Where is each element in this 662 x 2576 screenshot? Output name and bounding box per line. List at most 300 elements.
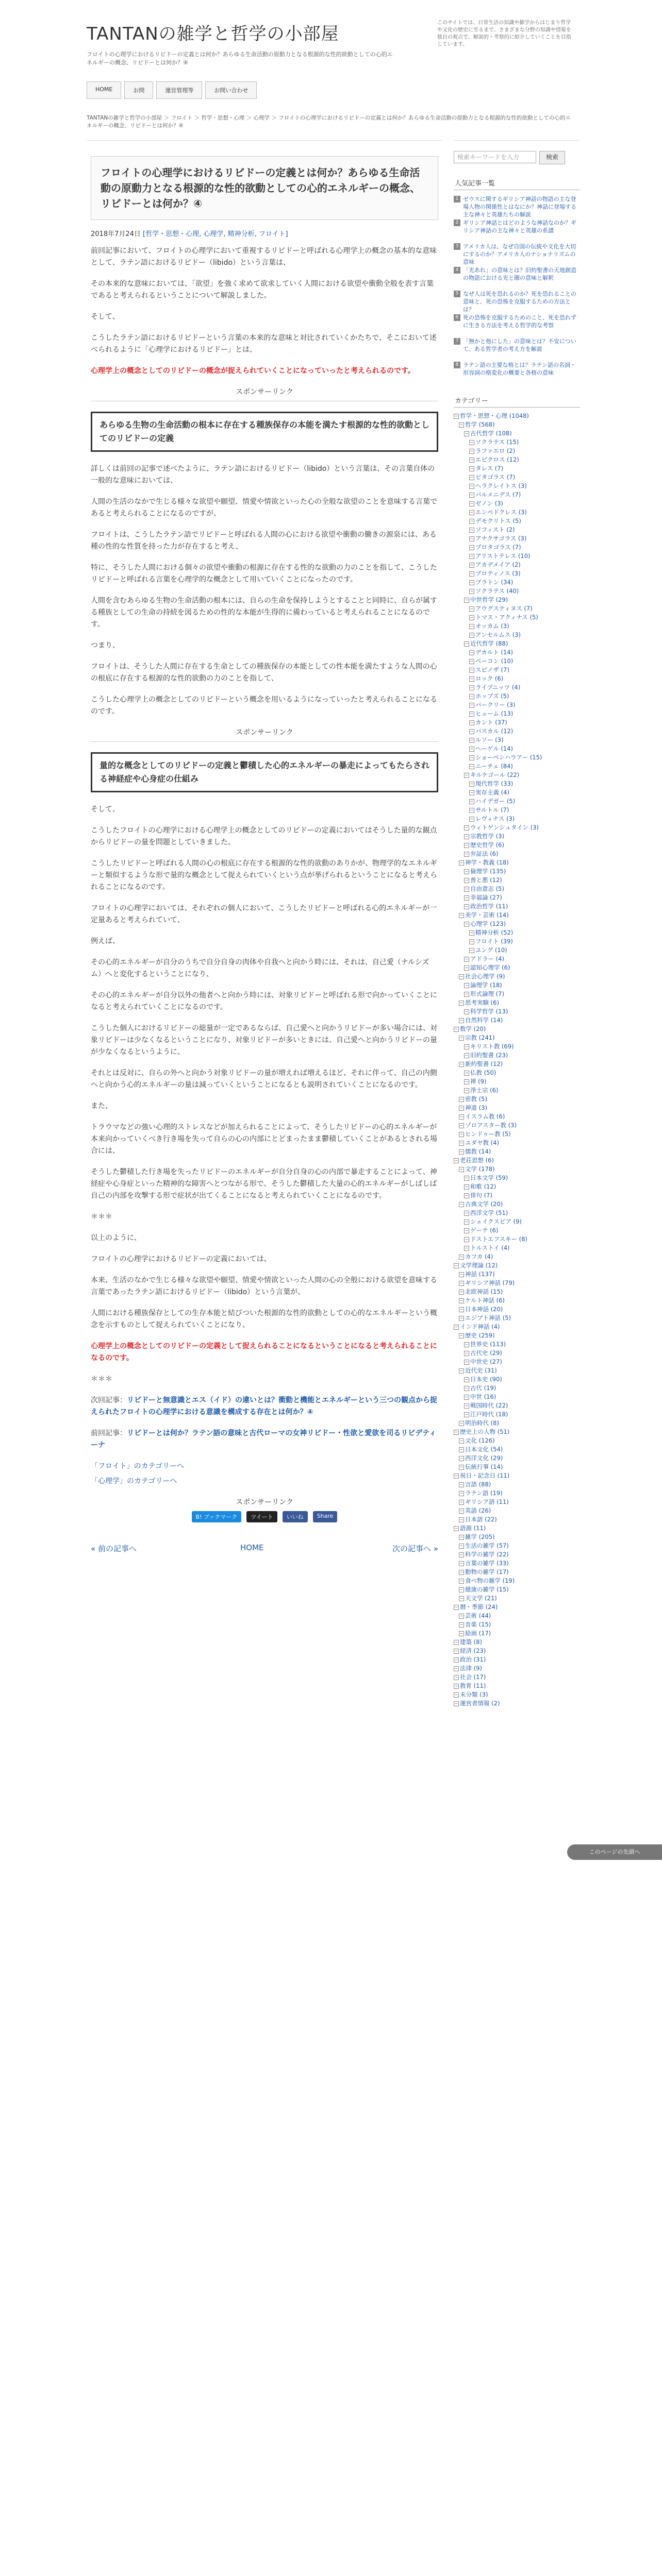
nav-home[interactable]: HOME — [87, 81, 121, 99]
toggle-icon[interactable]: − — [465, 1044, 469, 1049]
toggle-icon[interactable]: − — [470, 694, 474, 699]
share-button[interactable]: Share — [313, 1511, 338, 1522]
post-tags[interactable]: [哲学・思想・心理, 心理学, 精神分析, フロイト] — [143, 230, 288, 238]
toggle-icon[interactable]: − — [459, 1579, 464, 1583]
toggle-icon[interactable]: − — [470, 624, 474, 629]
category-item[interactable] — [454, 1515, 580, 1524]
toggle-icon[interactable]: − — [470, 668, 474, 672]
toggle-icon[interactable]: − — [470, 501, 474, 506]
toggle-icon[interactable]: − — [459, 1544, 464, 1548]
toggle-icon[interactable]: − — [459, 913, 464, 918]
toggle-icon[interactable]: − — [459, 1368, 464, 1373]
category-item[interactable] — [454, 963, 580, 972]
category-item[interactable] — [454, 534, 580, 543]
toggle-icon[interactable]: − — [454, 1675, 458, 1680]
category-item[interactable] — [454, 1069, 580, 1077]
category-item[interactable] — [454, 447, 580, 455]
category-item[interactable] — [454, 1156, 580, 1165]
category-item[interactable] — [454, 1498, 580, 1506]
category-item[interactable] — [454, 1506, 580, 1515]
toggle-icon[interactable]: − — [459, 1141, 464, 1145]
toggle-icon[interactable]: − — [465, 983, 469, 988]
category-item[interactable] — [454, 587, 580, 596]
toggle-icon[interactable]: − — [470, 764, 474, 769]
nav-item-2[interactable]: お問 — [124, 81, 153, 99]
toggle-icon[interactable]: − — [459, 1438, 464, 1443]
category-item[interactable] — [454, 815, 580, 823]
category-item[interactable] — [454, 1436, 580, 1445]
toggle-icon[interactable]: − — [454, 1473, 458, 1478]
category-item[interactable] — [454, 508, 580, 517]
toggle-icon[interactable]: − — [470, 466, 474, 471]
category-item[interactable] — [454, 937, 580, 946]
category-item[interactable] — [454, 1279, 580, 1287]
toggle-icon[interactable]: − — [470, 633, 474, 637]
toggle-icon[interactable]: − — [470, 449, 474, 453]
category-item[interactable] — [454, 1541, 580, 1550]
category-item[interactable] — [454, 990, 580, 998]
category-item[interactable] — [454, 1287, 580, 1296]
category-item[interactable] — [454, 1016, 580, 1025]
toggle-icon[interactable]: − — [470, 545, 474, 550]
category-item[interactable] — [454, 1629, 580, 1638]
category-item[interactable] — [454, 788, 580, 797]
toggle-icon[interactable]: − — [459, 1272, 464, 1277]
tweet-button[interactable]: ツイート — [246, 1511, 277, 1522]
toggle-icon[interactable]: − — [459, 1631, 464, 1636]
category-item[interactable] — [454, 1428, 580, 1436]
category-item[interactable] — [454, 1533, 580, 1541]
category-item[interactable] — [454, 753, 580, 762]
category-item[interactable] — [454, 552, 580, 561]
category-item[interactable] — [454, 736, 580, 744]
category-item[interactable] — [454, 499, 580, 508]
toggle-icon[interactable]: − — [470, 615, 474, 620]
category-item[interactable] — [454, 1699, 580, 1708]
category-item[interactable] — [454, 1673, 580, 1682]
toggle-icon[interactable]: − — [459, 1333, 464, 1338]
category-item[interactable] — [454, 1664, 580, 1673]
category-item[interactable] — [454, 1585, 580, 1594]
toggle-icon[interactable]: − — [470, 711, 474, 716]
toggle-icon[interactable]: − — [470, 930, 474, 935]
toggle-icon[interactable]: − — [459, 1132, 464, 1137]
category-item[interactable] — [454, 779, 580, 788]
category-item[interactable] — [454, 1305, 580, 1314]
toggle-icon[interactable]: − — [465, 1193, 469, 1198]
toggle-icon[interactable]: − — [459, 974, 464, 979]
category-item[interactable] — [454, 1217, 580, 1226]
category-item[interactable] — [454, 1025, 580, 1033]
back-to-top-button[interactable]: このページの先頭へ — [567, 1844, 662, 1860]
toggle-icon[interactable]: − — [454, 1684, 458, 1688]
category-item[interactable] — [454, 1139, 580, 1147]
toggle-icon[interactable]: − — [470, 440, 474, 445]
toggle-icon[interactable]: − — [465, 965, 469, 970]
category-item[interactable] — [454, 526, 580, 534]
toggle-icon[interactable]: − — [454, 1657, 458, 1662]
category-item[interactable] — [454, 998, 580, 1007]
category-item[interactable] — [454, 1550, 580, 1559]
toggle-icon[interactable]: − — [465, 1412, 469, 1417]
category-item[interactable] — [454, 1620, 580, 1629]
toggle-icon[interactable]: − — [465, 1386, 469, 1391]
toggle-icon[interactable]: − — [459, 1491, 464, 1496]
toggle-icon[interactable]: − — [470, 790, 474, 795]
category-item[interactable] — [454, 1007, 580, 1016]
category-item[interactable] — [454, 1323, 580, 1331]
toggle-icon[interactable]: − — [470, 729, 474, 734]
toggle-icon[interactable]: − — [459, 1517, 464, 1522]
toggle-icon[interactable]: − — [459, 1587, 464, 1592]
popular-item[interactable] — [454, 218, 580, 242]
toggle-icon[interactable]: − — [465, 869, 469, 874]
category-item[interactable] — [454, 1410, 580, 1419]
toggle-icon[interactable]: − — [459, 1097, 464, 1101]
toggle-icon[interactable]: − — [470, 738, 474, 742]
toggle-icon[interactable]: − — [454, 1605, 458, 1609]
toggle-icon[interactable]: − — [465, 878, 469, 883]
category-item[interactable] — [454, 1480, 580, 1489]
category-item[interactable] — [454, 709, 580, 718]
category-item[interactable] — [454, 1358, 580, 1366]
category-item[interactable] — [454, 517, 580, 526]
toggle-icon[interactable]: − — [465, 1395, 469, 1399]
toggle-icon[interactable]: − — [470, 720, 474, 725]
toggle-icon[interactable]: − — [459, 1465, 464, 1469]
toggle-icon[interactable]: − — [470, 948, 474, 953]
category-item[interactable] — [454, 1086, 580, 1095]
toggle-icon[interactable]: − — [454, 414, 458, 418]
category-item[interactable] — [454, 841, 580, 850]
category-item[interactable] — [454, 1200, 580, 1209]
toggle-icon[interactable]: − — [454, 1649, 458, 1653]
category-item[interactable] — [454, 490, 580, 499]
category-item[interactable] — [454, 850, 580, 858]
category-item[interactable] — [454, 464, 580, 473]
category-item[interactable] — [454, 1401, 580, 1410]
category-item[interactable] — [454, 1612, 580, 1620]
toggle-icon[interactable]: − — [465, 992, 469, 996]
toggle-icon[interactable]: − — [470, 475, 474, 480]
toggle-icon[interactable]: − — [470, 782, 474, 786]
toggle-icon[interactable]: − — [465, 1184, 469, 1189]
category-item[interactable] — [454, 1077, 580, 1086]
category-item[interactable] — [454, 657, 580, 666]
popular-item[interactable] — [454, 360, 580, 384]
category-item[interactable] — [454, 972, 580, 981]
category-item[interactable] — [454, 797, 580, 806]
category-item[interactable] — [454, 1261, 580, 1270]
toggle-icon[interactable]: − — [454, 1430, 458, 1434]
nav-contact[interactable]: お問い合わせ — [205, 81, 257, 99]
toggle-icon[interactable]: − — [459, 1202, 464, 1207]
category-item[interactable] — [454, 631, 580, 639]
category-item[interactable] — [454, 1314, 580, 1323]
toggle-icon[interactable]: − — [465, 957, 469, 961]
category-link-psychology[interactable]: 「心理学」のカテゴリーへ — [91, 1477, 177, 1485]
toggle-icon[interactable]: − — [459, 1535, 464, 1539]
toggle-icon[interactable]: − — [470, 817, 474, 821]
category-item[interactable] — [454, 1121, 580, 1130]
category-item[interactable] — [454, 1244, 580, 1252]
category-item[interactable] — [454, 543, 580, 552]
hatena-bookmark-button[interactable]: B! ブックマーク — [192, 1511, 242, 1522]
toggle-icon[interactable]: − — [465, 895, 469, 900]
category-item[interactable] — [454, 1375, 580, 1384]
toggle-icon[interactable]: − — [459, 1482, 464, 1487]
toggle-icon[interactable]: − — [470, 457, 474, 462]
toggle-icon[interactable]: − — [459, 1290, 464, 1294]
category-item[interactable] — [454, 1296, 580, 1305]
toggle-icon[interactable]: − — [465, 431, 469, 436]
category-item[interactable] — [454, 928, 580, 937]
category-item[interactable] — [454, 1191, 580, 1200]
category-item[interactable] — [454, 561, 580, 569]
category-item[interactable] — [454, 692, 580, 701]
toggle-icon[interactable]: − — [454, 1526, 458, 1531]
category-item[interactable] — [454, 1042, 580, 1051]
toggle-icon[interactable]: − — [459, 1001, 464, 1005]
popular-item[interactable] — [454, 313, 580, 336]
toggle-icon[interactable]: − — [465, 1237, 469, 1242]
popular-item[interactable] — [454, 194, 580, 218]
category-item[interactable] — [454, 1095, 580, 1104]
toggle-icon[interactable]: − — [465, 1211, 469, 1215]
toggle-icon[interactable]: − — [465, 1009, 469, 1014]
toggle-icon[interactable]: − — [465, 887, 469, 891]
breadcrumb[interactable]: TANTANの雑学と哲学の小部屋 ＞ フロイト ＞ 哲学・思想・心理 ＞ 心理学 ＞ フロイトの心理学におけるリビドーの定義とは何か？あらゆる生命活動の原動力となる根源的な性的欲動としての心的エネルギーの概念、リビドーとは何か？④ — [87, 115, 571, 129]
category-item[interactable] — [454, 1147, 580, 1156]
category-item[interactable] — [454, 867, 580, 876]
category-item[interactable] — [454, 473, 580, 482]
next-post-link[interactable]: 次の記事へ » — [392, 1544, 438, 1553]
toggle-icon[interactable]: − — [454, 1640, 458, 1645]
category-link-freud[interactable]: 「フロイト」のカテゴリーへ — [91, 1462, 185, 1470]
category-item[interactable] — [454, 1252, 580, 1261]
nav-management[interactable]: 運営管理等 — [156, 81, 202, 99]
category-item[interactable] — [454, 1366, 580, 1375]
category-item[interactable] — [454, 885, 580, 893]
toggle-icon[interactable]: − — [465, 825, 469, 830]
toggle-icon[interactable]: − — [470, 484, 474, 488]
toggle-icon[interactable]: − — [459, 1018, 464, 1023]
category-item[interactable] — [454, 718, 580, 727]
category-item[interactable] — [454, 683, 580, 692]
category-item[interactable] — [454, 648, 580, 657]
category-item[interactable] — [454, 920, 580, 928]
category-item[interactable] — [454, 1033, 580, 1042]
category-item[interactable] — [454, 946, 580, 955]
category-item[interactable] — [454, 1559, 580, 1568]
toggle-icon[interactable]: − — [459, 422, 464, 427]
category-item[interactable] — [454, 823, 580, 832]
next-article-link[interactable]: リビドーと無意識とエス（イド）の違いとは？衝動と機能とエネルギーという三つの観点から捉えられたフロイトの心理学における意識を構成する存在とは何か？④ — [91, 1396, 437, 1416]
category-item[interactable] — [454, 1454, 580, 1463]
category-item[interactable] — [454, 1577, 580, 1585]
toggle-icon[interactable]: − — [459, 1614, 464, 1618]
category-item[interactable] — [454, 622, 580, 631]
toggle-icon[interactable]: − — [459, 1281, 464, 1285]
category-item[interactable] — [454, 1384, 580, 1393]
toggle-icon[interactable]: − — [459, 1561, 464, 1566]
category-item[interactable] — [454, 1682, 580, 1690]
toggle-icon[interactable]: − — [454, 1692, 458, 1697]
category-item[interactable] — [454, 832, 580, 841]
toggle-icon[interactable]: − — [459, 1149, 464, 1154]
toggle-icon[interactable]: − — [470, 685, 474, 690]
toggle-icon[interactable]: − — [459, 1167, 464, 1172]
toggle-icon[interactable]: − — [470, 676, 474, 681]
category-item[interactable] — [454, 1594, 580, 1603]
toggle-icon[interactable]: − — [459, 1456, 464, 1461]
like-button[interactable]: いいね — [283, 1511, 308, 1522]
toggle-icon[interactable]: − — [459, 1552, 464, 1557]
category-item[interactable] — [454, 482, 580, 490]
category-item[interactable] — [454, 1165, 580, 1174]
category-item[interactable] — [454, 596, 580, 604]
category-item[interactable] — [454, 639, 580, 648]
category-item[interactable] — [454, 1331, 580, 1340]
category-item[interactable] — [454, 762, 580, 771]
toggle-icon[interactable]: − — [459, 1255, 464, 1259]
category-item[interactable] — [454, 1393, 580, 1401]
toggle-icon[interactable]: − — [470, 580, 474, 585]
toggle-icon[interactable]: − — [465, 852, 469, 856]
category-item[interactable] — [454, 876, 580, 885]
category-item[interactable] — [454, 1603, 580, 1612]
toggle-icon[interactable]: − — [454, 1666, 458, 1671]
toggle-icon[interactable]: − — [454, 1158, 458, 1163]
category-item[interactable] — [454, 1130, 580, 1139]
category-item[interactable] — [454, 911, 580, 920]
category-item[interactable] — [454, 1349, 580, 1358]
toggle-icon[interactable]: − — [465, 1219, 469, 1224]
toggle-icon[interactable]: − — [459, 1447, 464, 1452]
category-item[interactable] — [454, 455, 580, 464]
category-item[interactable] — [454, 701, 580, 709]
category-item[interactable] — [454, 604, 580, 613]
toggle-icon[interactable]: − — [454, 1027, 458, 1031]
toggle-icon[interactable]: − — [465, 1079, 469, 1084]
search-button[interactable]: 検索 — [539, 151, 565, 164]
category-item[interactable] — [454, 1051, 580, 1060]
toggle-icon[interactable]: − — [459, 1298, 464, 1303]
category-item[interactable] — [454, 412, 580, 420]
toggle-icon[interactable]: − — [465, 1053, 469, 1058]
toggle-icon[interactable]: − — [470, 519, 474, 523]
toggle-icon[interactable]: − — [465, 1342, 469, 1347]
toggle-icon[interactable]: − — [459, 1596, 464, 1601]
category-item[interactable] — [454, 1463, 580, 1471]
category-item[interactable] — [454, 1226, 580, 1235]
popular-item[interactable] — [454, 289, 580, 313]
toggle-icon[interactable]: − — [465, 1088, 469, 1093]
toggle-icon[interactable]: − — [465, 1377, 469, 1382]
category-item[interactable] — [454, 1471, 580, 1480]
toggle-icon[interactable]: − — [470, 510, 474, 515]
category-item[interactable] — [454, 1647, 580, 1655]
toggle-icon[interactable]: − — [454, 1263, 458, 1268]
category-item[interactable] — [454, 858, 580, 867]
toggle-icon[interactable]: − — [465, 922, 469, 926]
category-item[interactable] — [454, 1270, 580, 1279]
category-item[interactable] — [454, 981, 580, 990]
toggle-icon[interactable]: − — [465, 598, 469, 602]
category-item[interactable] — [454, 578, 580, 587]
toggle-icon[interactable]: − — [470, 939, 474, 944]
toggle-icon[interactable]: − — [465, 1228, 469, 1233]
toggle-icon[interactable]: − — [459, 1509, 464, 1513]
toggle-icon[interactable]: − — [465, 1360, 469, 1364]
popular-item[interactable] — [454, 265, 580, 289]
toggle-icon[interactable]: − — [465, 1071, 469, 1075]
toggle-icon[interactable]: − — [470, 571, 474, 576]
toggle-icon[interactable]: − — [470, 799, 474, 804]
toggle-icon[interactable]: − — [459, 1500, 464, 1504]
category-item[interactable] — [454, 771, 580, 779]
toggle-icon[interactable]: − — [470, 606, 474, 611]
toggle-icon[interactable]: − — [465, 1403, 469, 1408]
toggle-icon[interactable]: − — [470, 536, 474, 541]
toggle-icon[interactable]: − — [470, 528, 474, 532]
toggle-icon[interactable]: − — [465, 834, 469, 839]
toggle-icon[interactable]: − — [470, 554, 474, 558]
toggle-icon[interactable]: − — [470, 650, 474, 655]
category-item[interactable] — [454, 674, 580, 683]
toggle-icon[interactable]: − — [470, 493, 474, 497]
toggle-icon[interactable]: − — [459, 1123, 464, 1128]
category-item[interactable] — [454, 420, 580, 429]
toggle-icon[interactable]: − — [459, 1036, 464, 1040]
toggle-icon[interactable]: − — [465, 641, 469, 646]
toggle-icon[interactable]: − — [459, 1316, 464, 1320]
toggle-icon[interactable]: − — [459, 860, 464, 865]
category-item[interactable] — [454, 1655, 580, 1664]
category-item[interactable] — [454, 1104, 580, 1112]
toggle-icon[interactable]: − — [470, 808, 474, 812]
category-item[interactable] — [454, 1419, 580, 1428]
category-item[interactable] — [454, 1209, 580, 1217]
prev-post-link[interactable]: « 前の記事へ — [91, 1544, 137, 1553]
toggle-icon[interactable]: − — [465, 773, 469, 777]
site-title[interactable]: TANTANの雑学と哲学の小部屋 — [87, 24, 339, 44]
category-item[interactable] — [454, 1638, 580, 1647]
category-item[interactable] — [454, 744, 580, 753]
toggle-icon[interactable]: − — [470, 703, 474, 707]
popular-item[interactable] — [454, 242, 580, 265]
category-item[interactable] — [454, 1182, 580, 1191]
category-item[interactable] — [454, 666, 580, 674]
category-item[interactable] — [454, 569, 580, 578]
category-item[interactable] — [454, 1340, 580, 1349]
toggle-icon[interactable]: − — [454, 1325, 458, 1329]
prev-article-link[interactable]: リビドーとは何か？ラテン語の意味と古代ローマの女神リビドー・性欲と愛欲を司るリビデティーナ — [91, 1429, 437, 1449]
toggle-icon[interactable]: − — [459, 1307, 464, 1312]
toggle-icon[interactable]: − — [459, 1114, 464, 1119]
toggle-icon[interactable]: − — [470, 589, 474, 594]
category-item[interactable] — [454, 1524, 580, 1533]
toggle-icon[interactable]: − — [470, 563, 474, 567]
category-item[interactable] — [454, 955, 580, 963]
toggle-icon[interactable]: − — [459, 1622, 464, 1627]
category-item[interactable] — [454, 893, 580, 902]
category-item[interactable] — [454, 1489, 580, 1498]
category-item[interactable] — [454, 1445, 580, 1454]
toggle-icon[interactable]: − — [465, 1176, 469, 1180]
home-link[interactable]: HOME — [240, 1543, 264, 1552]
category-item[interactable] — [454, 1568, 580, 1577]
